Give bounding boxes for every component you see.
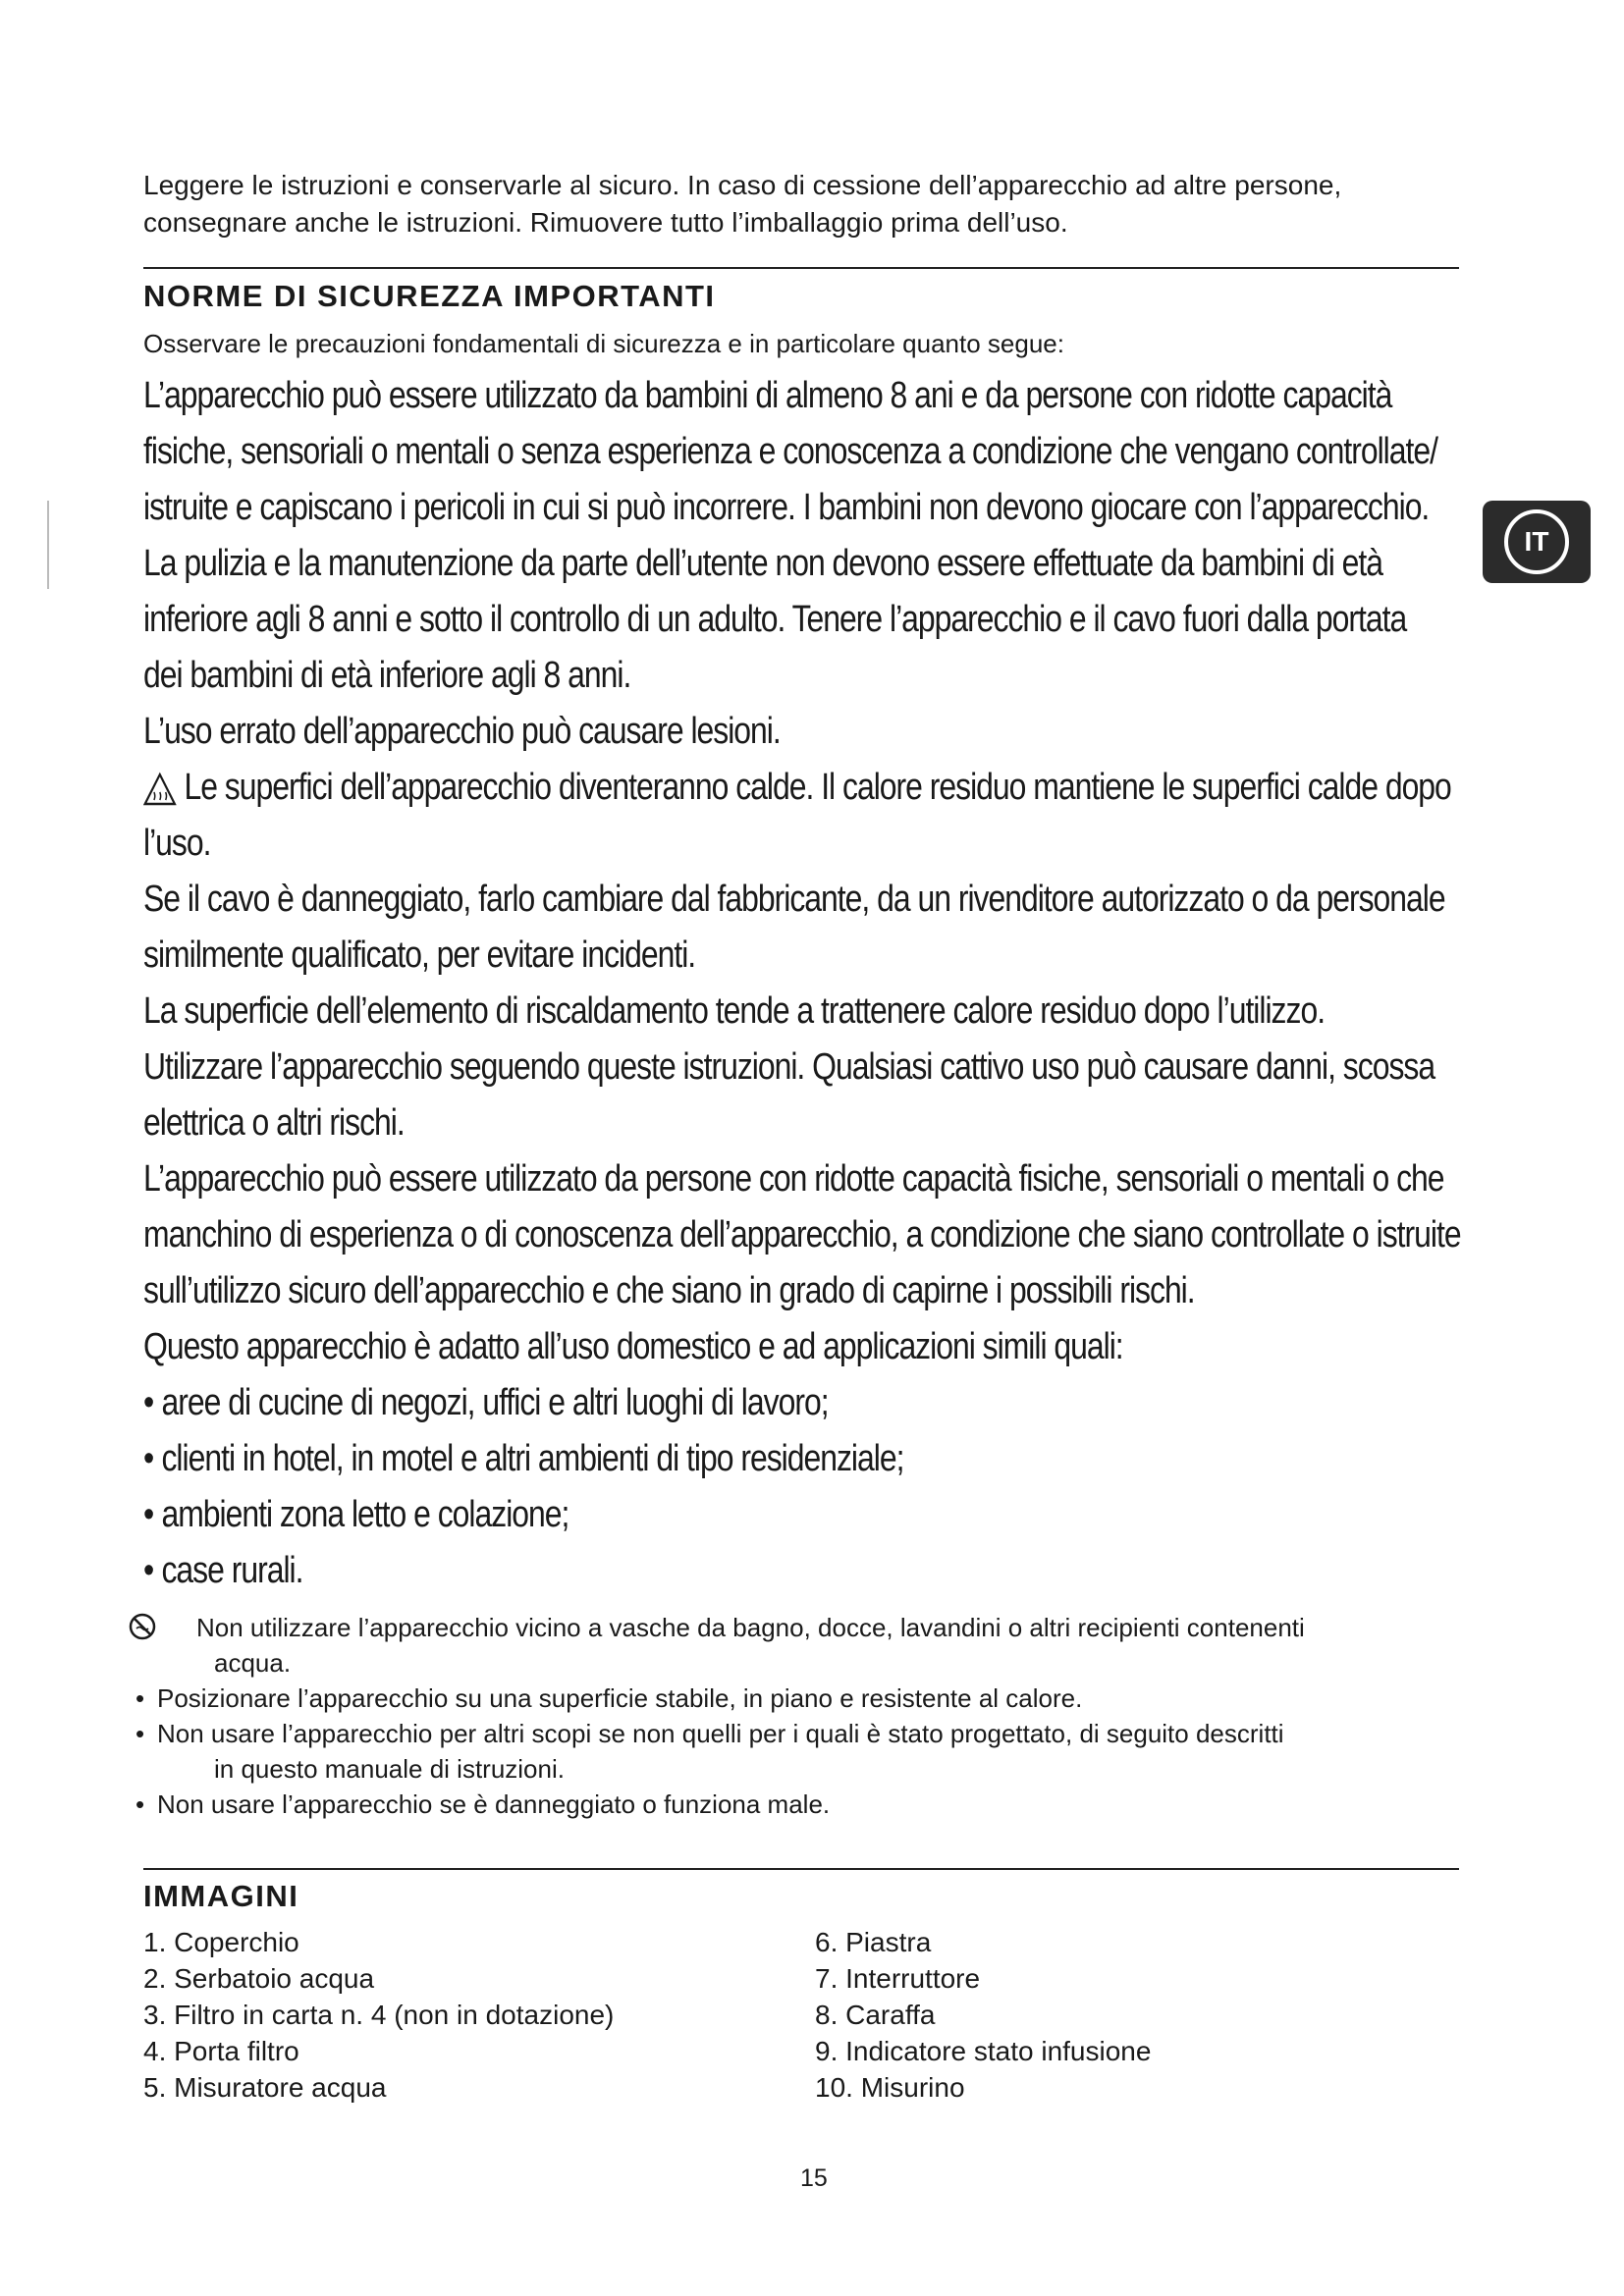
safety-line: manchino di esperienza o di conoscenza dell’apparecchio, a condizione che siano controllate o istruite	[143, 1214, 1461, 1255]
part-item: 6. Piastra	[815, 1927, 932, 1957]
safety-subheading: Osservare le precauzioni fondamentali di sicurezza e in particolare quanto segue:	[143, 329, 1064, 358]
bullet-text: ambienti zona letto e colazione;	[161, 1494, 569, 1535]
safety-line: L’uso errato dell’apparecchio può causare lesioni.	[143, 711, 781, 752]
bullet-dot-icon: •	[143, 1438, 154, 1479]
small-bullet-cont: in questo manuale di istruzioni.	[214, 1754, 565, 1784]
images-heading: IMMAGINI	[143, 1879, 299, 1913]
part-item: 2. Serbatoio acqua	[143, 1963, 375, 1994]
bullet-dot-icon: •	[143, 1382, 154, 1423]
bullet-text: aree di cucine di negozi, uffici e altri luoghi di lavoro;	[161, 1382, 829, 1423]
bullet-text: case rurali.	[161, 1550, 303, 1591]
section-divider	[143, 1868, 1459, 1870]
safety-line: dei bambini di età inferiore agli 8 anni.	[143, 655, 631, 696]
safety-line: l’uso.	[143, 823, 211, 864]
margin-mark	[47, 501, 49, 589]
bullet-dot-icon: •	[135, 1719, 145, 1748]
small-bullet	[128, 1681, 1473, 1716]
safety-notes	[128, 1610, 1473, 1822]
bullet-item	[143, 1375, 1290, 1431]
parts-list-left	[143, 1924, 614, 2106]
safety-line: La superficie dell’elemento di riscaldamento tende a trattenere calore residuo dopo l’utilizzo.	[143, 990, 1326, 1032]
bullet-dot-icon: •	[135, 1683, 145, 1713]
bullet-text: clienti in hotel, in motel e altri ambienti di tipo residenziale;	[161, 1438, 904, 1479]
part-item: 3. Filtro in carta n. 4 (non in dotazione)	[143, 2000, 615, 2030]
safety-line: elettrica o altri rischi.	[143, 1102, 405, 1144]
intro-line: consegnare anche le istruzioni. Rimuovere tutto l’imballaggio prima dell’uso.	[143, 207, 1068, 238]
language-badge	[1483, 501, 1591, 583]
hot-surface-warning-icon	[143, 772, 177, 807]
safety-line: inferiore agli 8 anni e sotto il controllo di un adulto. Tenere l’apparecchio e il cavo fuori dalla portata	[143, 599, 1407, 640]
small-bullet-text: Posizionare l’apparecchio su una superficie stabile, in piano e resistente al calore.	[157, 1683, 1083, 1713]
part-item: 4. Porta filtro	[143, 2036, 299, 2066]
bullet-item	[143, 1543, 1290, 1599]
intro-text	[143, 167, 1459, 241]
water-warning	[128, 1610, 1473, 1645]
bullet-dot-icon: •	[135, 1789, 145, 1819]
section-divider	[143, 267, 1459, 269]
safety-line: La pulizia e la manutenzione da parte dell’utente non devono essere effettuate da bambini di età	[143, 543, 1382, 584]
parts-list-right	[815, 1924, 1151, 2106]
water-warning-cont: acqua.	[214, 1648, 292, 1678]
intro-line: Leggere le istruzioni e conservarle al sicuro. In caso di cessione dell’apparecchio ad altre persone,	[143, 170, 1342, 200]
safety-heading: NORME DI SICUREZZA IMPORTANTI	[143, 279, 716, 313]
bullet-dot-icon: •	[143, 1550, 154, 1591]
safety-line: L’apparecchio può essere utilizzato da persone con ridotte capacità fisiche, sensoriali o mentali o che	[143, 1158, 1444, 1200]
safety-line-text: Le superfici dell’apparecchio diventeranno calde. Il calore residuo mantiene le superfici calde dopo	[184, 767, 1451, 808]
safety-line: istruite e capiscano i pericoli in cui si può incorrere. I bambini non devono giocare con l’apparecchio.	[143, 487, 1430, 528]
bullet-item	[143, 1431, 1290, 1487]
small-bullet-text: Non usare l’apparecchio se è danneggiato o funziona male.	[157, 1789, 831, 1819]
safety-line: sull’utilizzo sicuro dell’apparecchio e che siano in grado di capirne i possibili rischi.	[143, 1270, 1195, 1311]
safety-line: Se il cavo è danneggiato, farlo cambiare dal fabbricante, da un rivenditore autorizzato o da personale	[143, 879, 1445, 920]
page-number: 15	[800, 2164, 828, 2192]
language-code: IT	[1504, 509, 1569, 574]
safety-line: similmente qualificato, per evitare incidenti.	[143, 934, 696, 976]
safety-line: L’apparecchio può essere utilizzato da bambini di almeno 8 ani e da persone con ridotte capacità	[143, 375, 1392, 416]
small-bullet-text: Non usare l’apparecchio per altri scopi se non quelli per i quali è stato progettato, di seguito descritti	[157, 1719, 1284, 1748]
safety-body	[143, 368, 1461, 1599]
small-bullet	[128, 1787, 1473, 1822]
safety-line: fisiche, sensoriali o mentali o senza esperienza e conoscenza a condizione che vengano controllate/	[143, 431, 1437, 472]
part-item: 9. Indicatore stato infusione	[815, 2036, 1152, 2066]
part-item: 10. Misurino	[815, 2072, 965, 2103]
water-warning-text: Non utilizzare l’apparecchio vicino a vasche da bagno, docce, lavandini o altri recipienti contenenti	[196, 1613, 1305, 1642]
part-item: 1. Coperchio	[143, 1927, 299, 1957]
no-water-icon	[128, 1612, 157, 1641]
part-item: 7. Interruttore	[815, 1963, 981, 1994]
small-bullet	[128, 1716, 1473, 1751]
safety-line: Questo apparecchio è adatto all’uso domestico e ad applicazioni simili quali:	[143, 1326, 1123, 1367]
safety-line: Utilizzare l’apparecchio seguendo queste istruzioni. Qualsiasi cattivo uso può causare danni, scossa	[143, 1046, 1435, 1088]
bullet-item	[143, 1487, 1290, 1543]
safety-line-hot	[143, 760, 1451, 816]
part-item: 8. Caraffa	[815, 2000, 936, 2030]
part-item: 5. Misuratore acqua	[143, 2072, 387, 2103]
bullet-dot-icon: •	[143, 1494, 154, 1535]
